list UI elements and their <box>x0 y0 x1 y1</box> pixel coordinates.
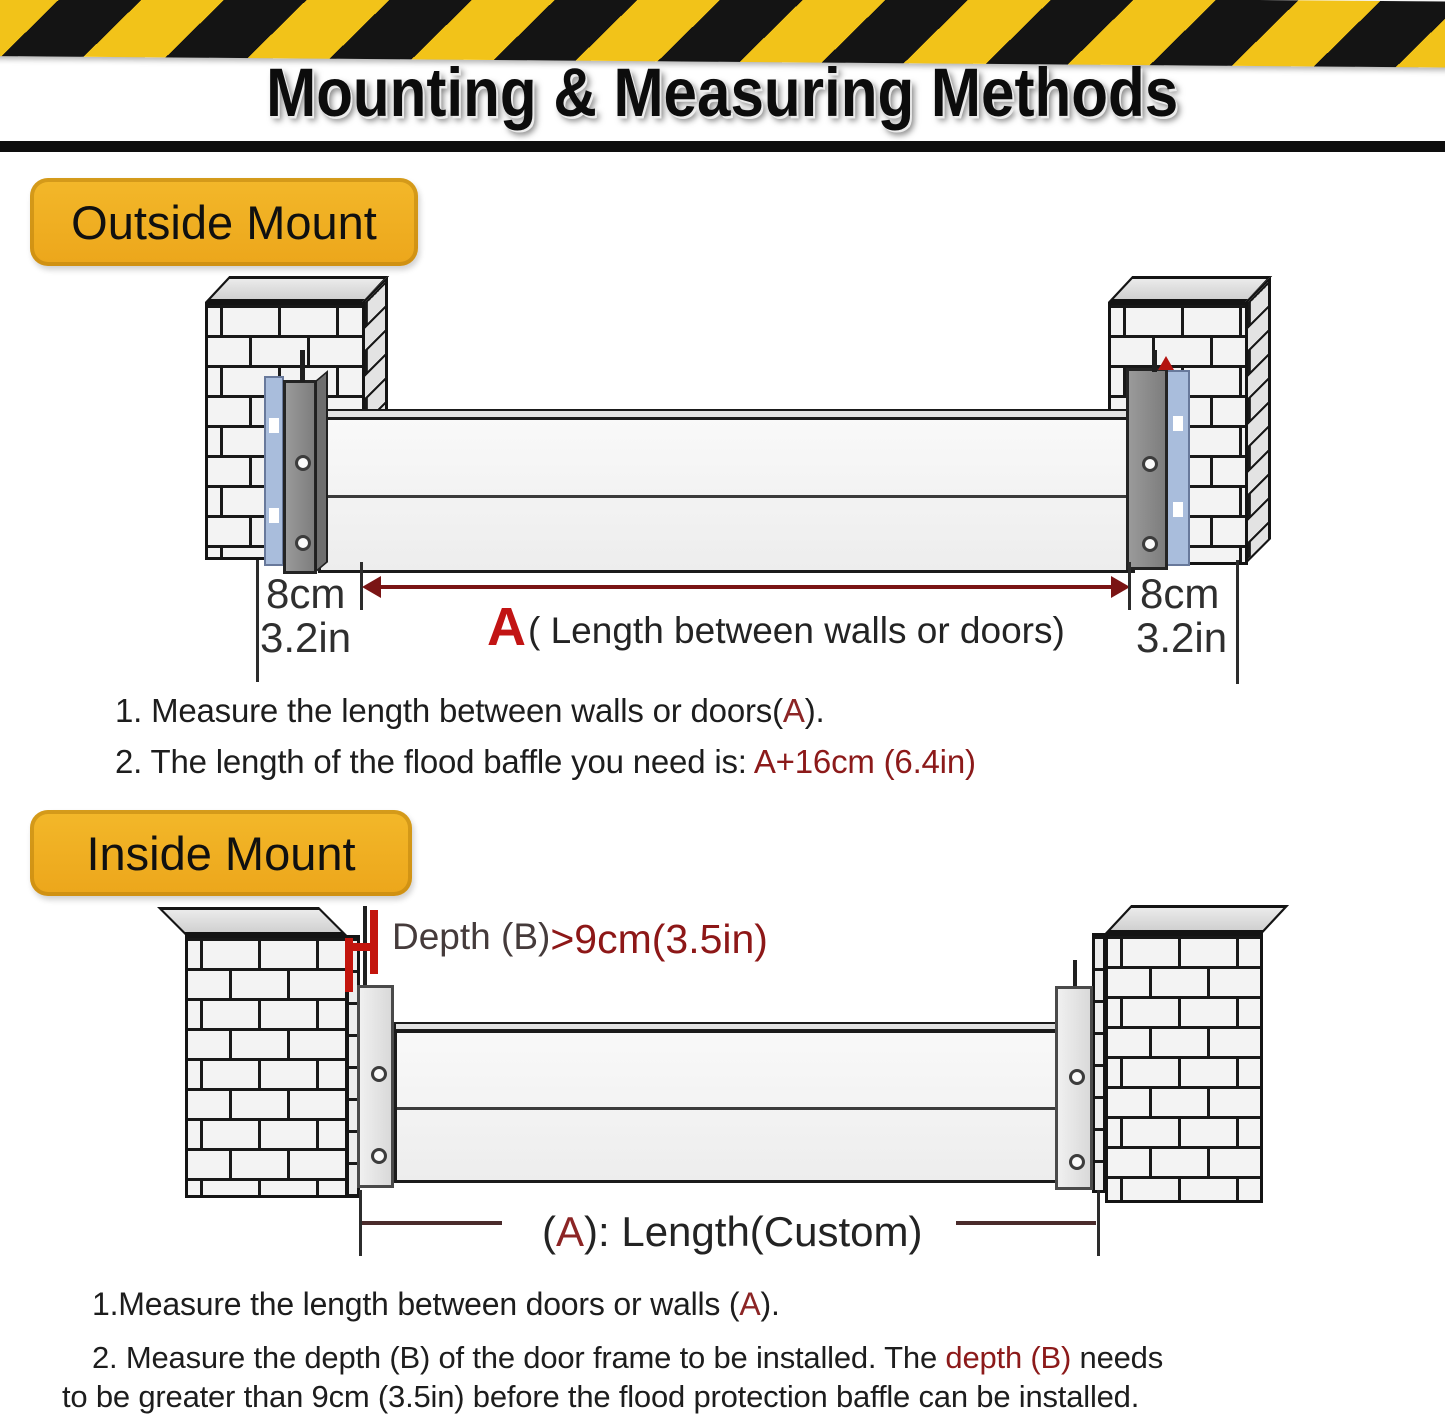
inside-mount-label: Inside Mount <box>30 810 412 896</box>
inside-length-caption <box>542 1208 922 1256</box>
channel-screw-hole <box>1142 456 1158 472</box>
length-caption-text: ( Length between walls or doors) <box>528 610 1065 651</box>
page-title <box>0 55 1445 132</box>
outside-mount-label: Outside Mount <box>30 178 418 266</box>
depth-bracket-bar <box>370 910 378 974</box>
depth-bracket-crossbar <box>345 943 378 951</box>
title-divider-bar <box>0 141 1445 152</box>
instruction-text: 2. Measure the depth (B) of the door frame to be installed. The <box>92 1340 946 1375</box>
dimension-tick-right-inner <box>1128 562 1131 610</box>
outside-left-pillar-top-face <box>205 276 389 302</box>
channel-screw-hole <box>371 1148 387 1164</box>
outside-instruction-1 <box>115 692 824 730</box>
instruction-highlight-formula: A+16cm (6.4in) <box>753 743 976 780</box>
instruction-highlight-a: A <box>782 692 805 729</box>
inside-dim-tick-right <box>1097 1190 1100 1256</box>
inside-instruction-1 <box>92 1286 780 1323</box>
channel-screw-hole <box>295 455 311 471</box>
length-caption-text: ( <box>542 1208 556 1255</box>
outside-instruction-2 <box>115 743 976 781</box>
depth-anchor-pin-right <box>1073 960 1077 988</box>
dim-label-left-in: 3.2in <box>260 614 352 661</box>
inside-left-pillar-top-face <box>157 907 347 935</box>
right-doorframe-reveal <box>1092 933 1106 1193</box>
instruction-highlight-depth: depth (B) <box>945 1340 1072 1375</box>
dim-label-right-in: 3.2in <box>1136 614 1228 661</box>
dim-label-right-cm: 8cm <box>1140 570 1220 617</box>
mounting-channel-right <box>1126 368 1168 570</box>
channel-anchor-pin-right <box>1152 350 1157 372</box>
length-variable-a: A <box>487 597 526 657</box>
seal-highlight <box>1173 416 1183 431</box>
outside-right-pillar-side-face <box>1245 276 1271 565</box>
depth-measure-bracket <box>344 910 382 994</box>
instruction-text: needs <box>1071 1340 1164 1375</box>
panel-seam <box>321 495 1132 498</box>
instruction-text: 2. The length of the flood baffle you need is: <box>115 743 754 780</box>
channel-anchor-pin-left <box>300 350 305 382</box>
instruction-text: 1. Measure the length between walls or doors( <box>115 692 783 729</box>
channel-screw-hole <box>1069 1154 1085 1170</box>
length-variable-a: A <box>556 1208 585 1255</box>
length-arrow-line <box>380 585 1112 589</box>
channel-screw-hole <box>1142 536 1158 552</box>
inside-right-pillar-top-face <box>1105 905 1289 933</box>
inside-flood-barrier-panel <box>394 1030 1060 1183</box>
flood-barrier-panel <box>318 417 1135 573</box>
wall-seal-strip-right <box>1166 370 1190 566</box>
depth-caption-value: >9cm(3.5in) <box>550 916 768 962</box>
depth-caption <box>392 916 768 963</box>
depth-caption-label: Depth (B) <box>392 916 551 957</box>
seal-highlight <box>269 418 279 433</box>
length-caption-text: ): Length(Custom) <box>584 1208 923 1255</box>
inside-mounting-channel-left <box>357 985 394 1188</box>
length-arrow-caption <box>487 597 1065 657</box>
mounting-channel-left-side-face <box>315 370 328 573</box>
seal-highlight <box>1173 502 1183 517</box>
channel-screw-hole <box>1069 1069 1085 1085</box>
inside-left-pillar-front-face <box>185 935 348 1198</box>
inside-mounting-channel-right <box>1055 986 1093 1190</box>
arrow-head-left <box>362 576 381 598</box>
inside-dim-line-left <box>362 1221 502 1225</box>
instruction-text: ). <box>760 1286 780 1322</box>
dimension-line-right-outer <box>1236 560 1239 684</box>
inside-instruction-2 <box>62 1338 1442 1416</box>
mounting-channel-left <box>283 380 317 574</box>
panel-seam <box>397 1107 1057 1110</box>
channel-screw-hole <box>295 535 311 551</box>
inside-dim-line-right <box>956 1221 1096 1225</box>
instruction-text: ). <box>804 692 825 729</box>
instruction-text: to be greater than 9cm (3.5in) before the flood protection baffle can be installed. <box>62 1379 1140 1414</box>
instruction-text: 1.Measure the length between doors or walls ( <box>92 1286 740 1322</box>
inside-right-pillar-front-face <box>1105 933 1263 1203</box>
wall-seal-strip-left <box>264 376 284 566</box>
page-title-text: Mounting & Measuring Methods <box>266 55 1179 132</box>
channel-pin-marker-arrow <box>1158 356 1174 370</box>
instruction-highlight-a: A <box>739 1286 761 1322</box>
seal-highlight <box>269 508 279 523</box>
channel-screw-hole <box>371 1066 387 1082</box>
dimension-line-left-outer <box>256 560 259 682</box>
dim-label-left-cm: 8cm <box>266 570 346 617</box>
